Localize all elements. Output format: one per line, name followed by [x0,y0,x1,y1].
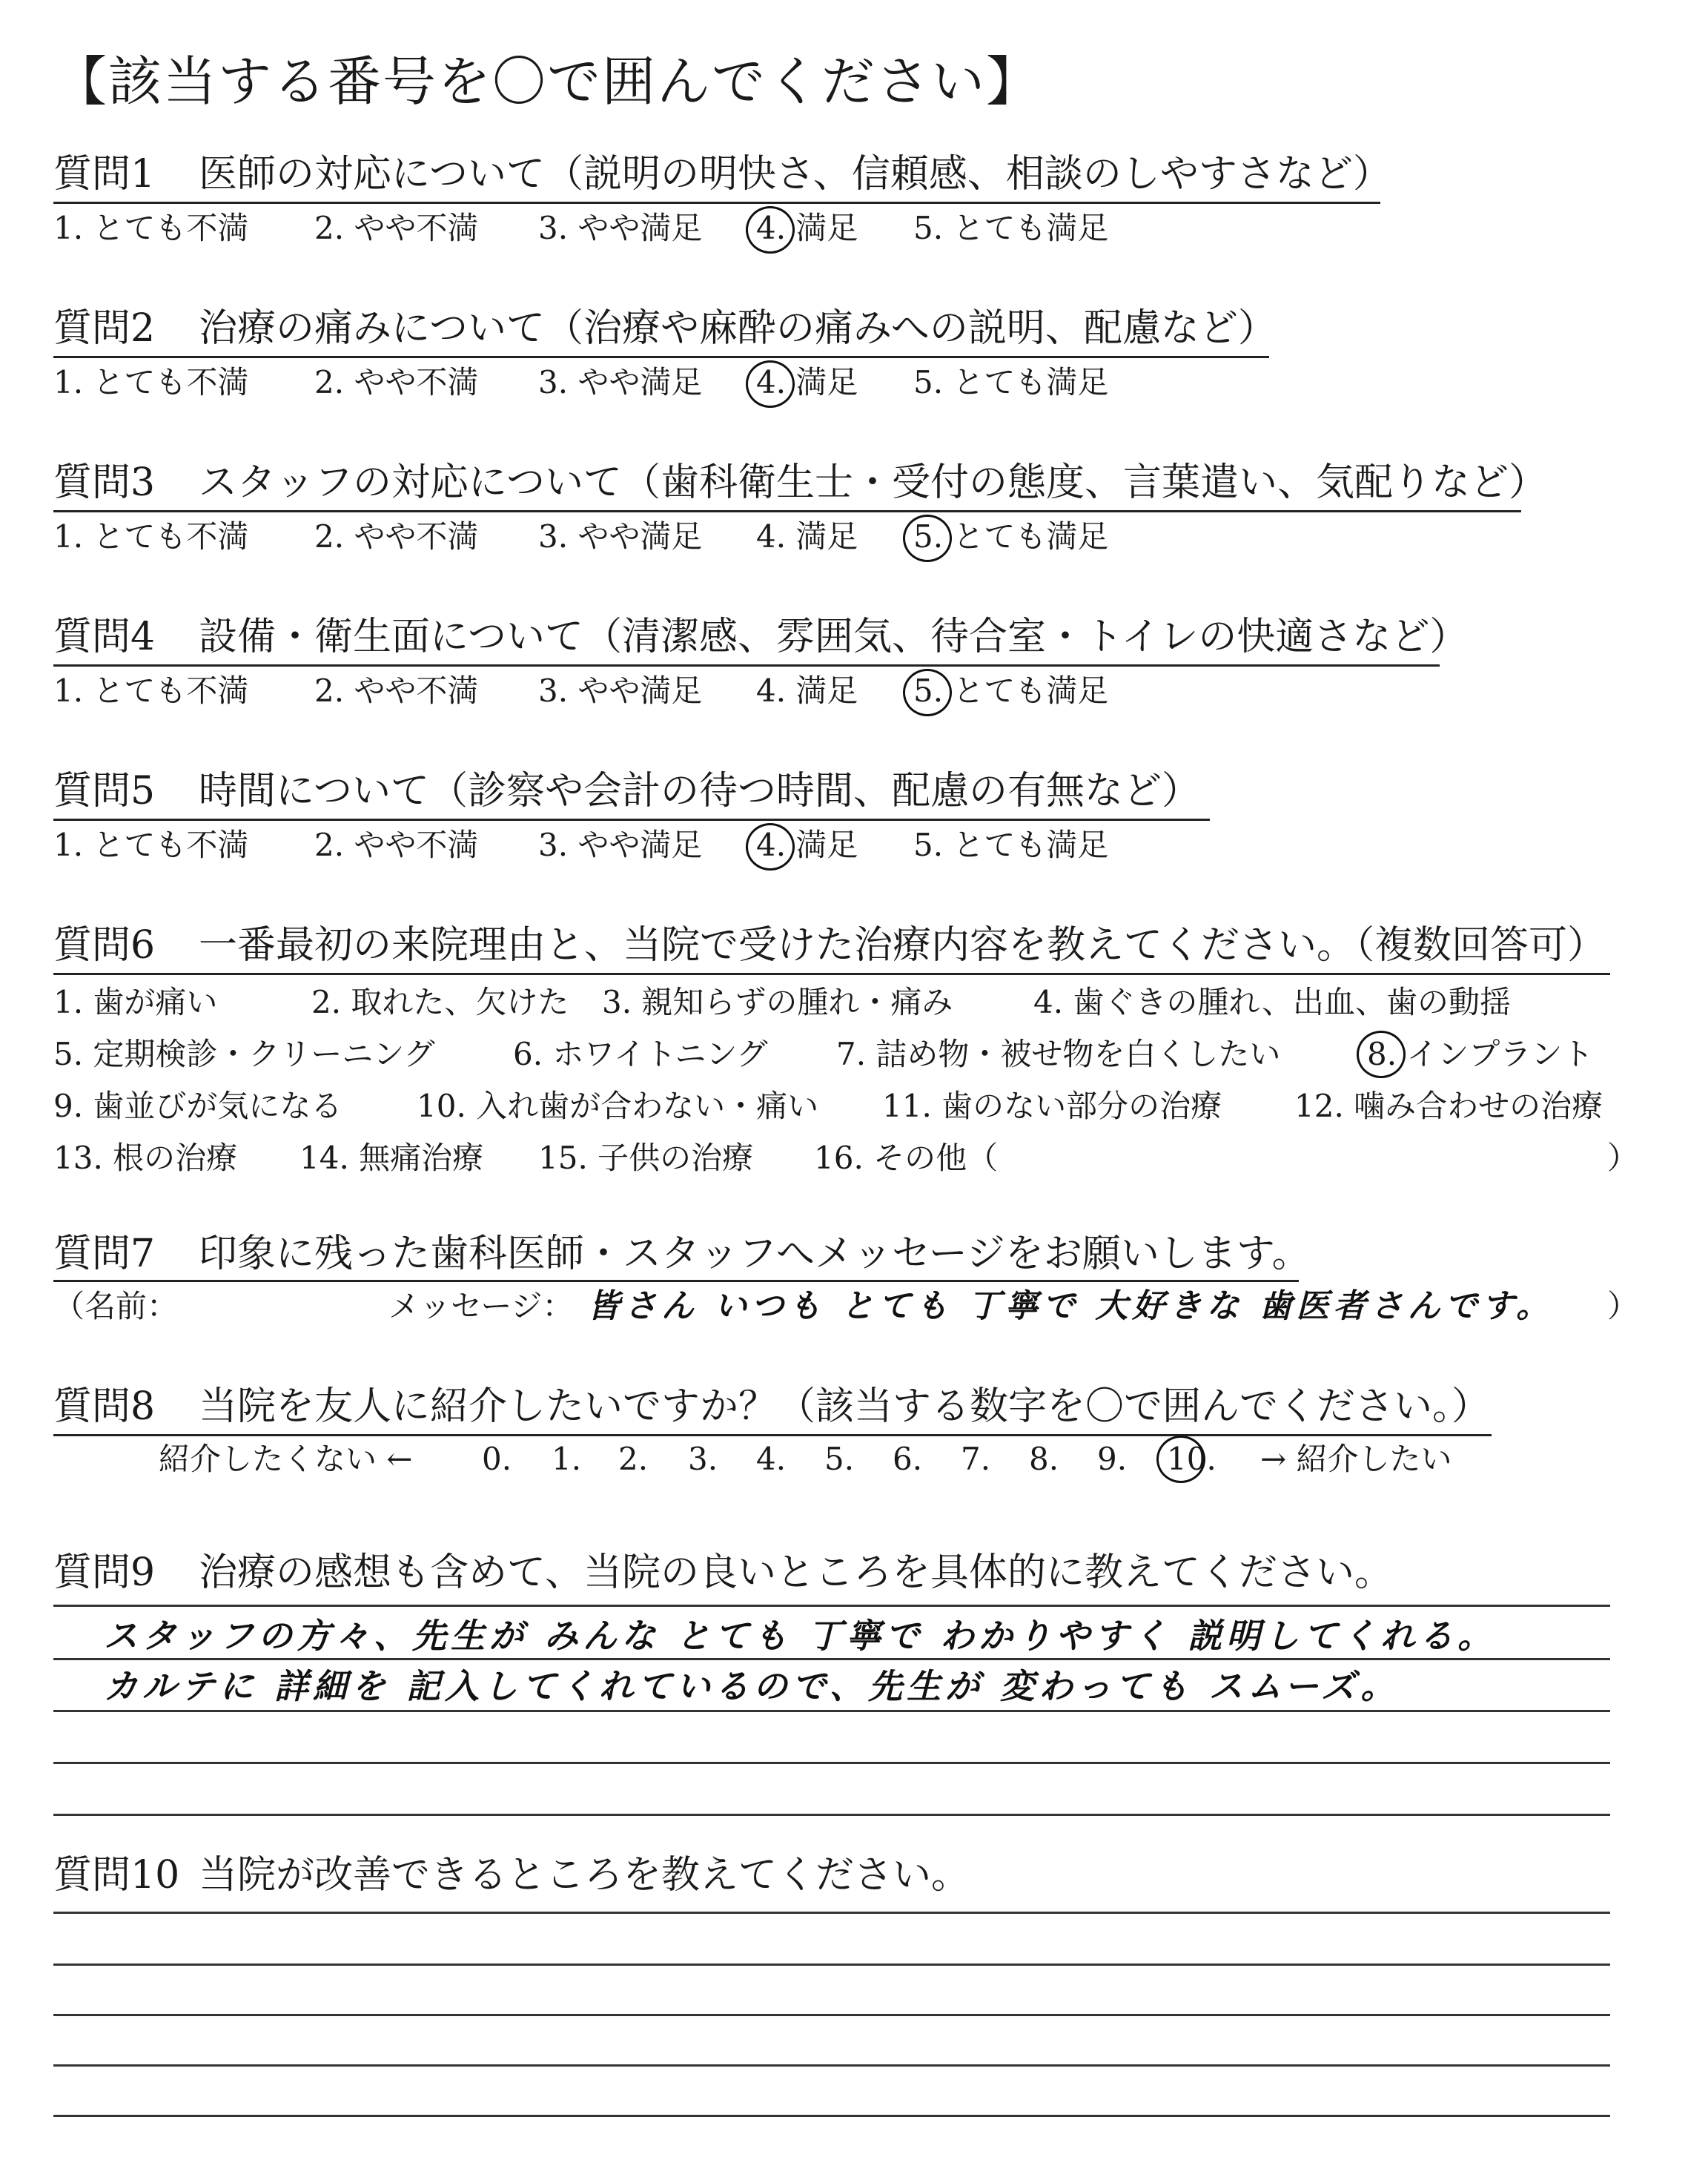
answer-line [53,1964,1610,1966]
q9-answer-line-2[interactable]: カルテに 詳細を 記入してくれているので、先生が 変わっても スムーズ。 [104,1666,1400,1706]
q6-option-12[interactable]: 12. 噛み合わせの治療 [1294,1088,1603,1124]
message-label: メッセージ： [388,1288,574,1324]
option-number: 1. [53,364,84,400]
option-label: とても不満 [83,827,249,863]
question-label: 質問6 [53,923,156,968]
question-label: 質問4 [53,615,156,659]
scale-value-7[interactable]: 7. [961,1441,991,1477]
option-label: やや不満 [344,673,479,709]
q6-option-11[interactable]: 11. 歯のない部分の治療 [882,1088,1222,1124]
q6-options-row-1 [53,980,1708,1025]
underline [53,1434,1492,1436]
underline [53,510,1521,512]
q6-option-5[interactable]: 5. 定期検診・クリーニング [53,1036,435,1072]
scale-value-9[interactable]: 9. [1097,1441,1128,1477]
question-9-title [53,1547,1393,1599]
option-label: とても不満 [83,518,249,555]
option-number: 2. [314,518,345,555]
scale-value-1[interactable]: 1. [552,1441,582,1477]
scale-value-4[interactable]: 4. [756,1441,787,1477]
question-text: 治療の痛みについて（治療や麻酔の痛みへの説明、配慮など） [199,306,1277,351]
question-text: 設備・衛生面について（清潔感、雰囲気、待合室・トイレの快適さなど） [199,615,1469,659]
rating-option-3[interactable] [538,516,702,558]
selected-circle-4: 4. [756,208,786,249]
question-label: 質問10 [53,1853,180,1898]
option-label: とても不満 [83,210,249,246]
scale-value-5[interactable]: 5. [824,1441,855,1477]
option-label: やや満足 [568,827,703,863]
rating-option-2[interactable] [314,208,478,249]
question-label: 質問9 [53,1550,156,1595]
answer-line [53,2064,1610,2067]
question-text: 当院が改善できるところを教えてください。 [199,1853,970,1898]
option-label: とても満足 [943,364,1109,400]
rating-option-1[interactable] [53,362,248,403]
q6-option-10[interactable]: 10. 入れ歯が合わない・痛い [417,1088,819,1124]
q6-options-row-3 [53,1084,1708,1129]
option-label: やや満足 [568,518,703,555]
q6-option-8[interactable] [1367,1032,1593,1077]
option-label: 満足 [786,827,858,863]
option-label: やや満足 [568,673,703,709]
rating-option-2[interactable] [314,825,478,866]
option-label: やや不満 [344,364,479,400]
question-text: 時間について（診察や会計の待つ時間、配慮の有無など） [199,769,1200,813]
q6-option-14[interactable]: 14. 無痛治療 [299,1140,484,1176]
rating-option-4[interactable] [756,208,858,249]
option-label: 満足 [786,364,858,400]
scale-value-8[interactable]: 8. [1029,1441,1059,1477]
rating-option-5[interactable] [913,516,1108,558]
rating-option-3[interactable] [538,362,702,403]
rating-option-2[interactable] [314,516,478,558]
rating-option-2[interactable] [314,670,478,712]
question-label: 質問2 [53,306,156,351]
option-label: とても満足 [943,673,1109,709]
name-label: （名前： [53,1288,179,1324]
option-number: 1. [53,673,84,709]
option-label: 満足 [786,518,858,555]
scale-left-label: 紹介したくない ← [159,1441,413,1477]
answer-line [53,1658,1610,1660]
q7-close-paren: ） [1607,1288,1639,1324]
option-number: 5. [913,364,944,400]
option-label: とても満足 [943,210,1109,246]
question-text: 医師の対応について（説明の明快さ、信頼感、相談のしやすさなど） [199,152,1391,196]
option-number: 2. [314,364,345,400]
option-number: 4. [756,518,787,555]
scale-value-0[interactable]: 0. [482,1441,512,1477]
q6-options-row-4 [53,1136,1708,1180]
option-number: 5. [913,210,944,246]
rating-option-1[interactable] [53,208,248,249]
option-number: 3. [538,518,569,555]
option-label: 満足 [786,210,858,246]
rating-option-4[interactable] [756,516,858,558]
question-5-title [53,765,1200,817]
scale-value-3[interactable]: 3. [688,1441,718,1477]
question-label: 質問3 [53,460,156,505]
question-label: 質問7 [53,1232,156,1276]
option-number: 3. [538,210,569,246]
question-8-title [53,1381,1490,1433]
rating-option-1[interactable] [53,670,248,712]
underline [53,1280,1299,1282]
rating-option-5[interactable] [913,670,1108,712]
option-number: 1. [53,210,84,246]
q6-option-2[interactable]: 2. 取れた、欠けた [311,984,569,1020]
rating-option-4[interactable] [756,825,858,866]
q6-option-9[interactable]: 9. 歯並びが気になる [53,1088,342,1124]
question-7-title [53,1228,1311,1280]
message-value[interactable]: 皆さん いつも とても 丁寧で 大好きな 歯医者さんです。 [587,1287,1554,1325]
option-label: やや不満 [344,518,479,555]
rating-option-5[interactable] [913,825,1108,866]
question-text: 治療の感想も含めて、当院の良いところを具体的に教えてください。 [199,1550,1393,1595]
underline [53,664,1440,667]
selected-circle-10[interactable]: 10. [1167,1437,1217,1482]
rating-option-3[interactable] [538,825,702,866]
q6-option-6[interactable]: 6. ホワイトニング [513,1036,768,1072]
q6-option-15[interactable]: 15. 子供の治療 [538,1140,754,1176]
scale-value-6[interactable]: 6. [893,1441,923,1477]
answer-line [53,1605,1610,1607]
answer-line [53,1762,1610,1764]
option-number: 2. [314,827,345,863]
selected-circle-4: 4. [756,825,786,866]
option-number: 1. [53,827,84,863]
selected-circle-4: 4. [756,362,786,403]
rating-option-3[interactable] [538,670,702,712]
rating-option-1[interactable] [53,825,248,866]
q6-option-4[interactable]: 4. 歯ぐきの腫れ、出血、歯の動揺 [1033,984,1511,1020]
answer-line [53,1912,1610,1914]
question-text: 印象に残った歯科医師・スタッフへメッセージをお願いします。 [199,1232,1311,1276]
option-label: やや満足 [568,210,703,246]
q9-answer-line-1[interactable]: スタッフの方々、先生が みんな とても 丁寧で わかりやすく 説明してくれる。 [104,1616,1497,1656]
question-4-title [53,611,1468,663]
question-label: 質問5 [53,769,156,813]
question-text: 一番最初の来院理由と、当院で受けた治療内容を教えてください。（複数回答可） [199,923,1606,968]
underline [53,356,1269,358]
answer-line [53,1814,1610,1816]
rating-option-5[interactable] [913,362,1108,403]
question-10-title [53,1849,970,1901]
option-number: 3. [538,673,569,709]
option-label: やや不満 [344,210,479,246]
rating-option-5[interactable] [913,208,1108,249]
question-3-title [53,457,1547,509]
q6-options-row-2 [53,1032,1708,1077]
option-number: 4. [756,673,787,709]
answer-line [53,2115,1610,2117]
selected-circle-5: 5. [913,670,943,712]
option-label: とても満足 [943,518,1109,555]
underline [53,973,1610,975]
q6-option-8-label: インプラント [1397,1036,1594,1072]
q6-option-1[interactable]: 1. 歯が痛い [53,984,218,1020]
option-number: 3. [538,827,569,863]
rating-option-2[interactable] [314,362,478,403]
underline [53,819,1210,821]
option-number: 2. [314,673,345,709]
rating-option-3[interactable] [538,208,702,249]
option-label: とても不満 [83,673,249,709]
selected-circle-5: 5. [913,516,943,558]
question-label: 質問8 [53,1384,156,1429]
option-number: 5. [913,827,944,863]
q7-message-row [53,1284,1639,1329]
q6-option-16[interactable]: 16. その他（ [814,1140,999,1176]
option-label: とても満足 [943,827,1109,863]
question-1-title [53,148,1391,200]
scale-value-2[interactable]: 2. [618,1441,649,1477]
option-label: やや不満 [344,827,479,863]
option-number: 2. [314,210,345,246]
scale-right-label: → 紹介したい [1260,1441,1452,1477]
question-text: スタッフの対応について（歯科衛生士・受付の態度、言葉遣い、気配りなど） [199,460,1547,505]
underline [53,202,1380,204]
q6-close-paren: ） [1607,1140,1639,1176]
option-label: やや満足 [568,364,703,400]
rating-option-4[interactable] [756,670,858,712]
question-label: 質問1 [53,152,156,196]
question-text: 当院を友人に紹介したいですか？（該当する数字を〇で囲んでください。） [199,1384,1491,1429]
q6-option-13[interactable]: 13. 根の治療 [53,1140,238,1176]
option-number: 1. [53,518,84,555]
option-label: とても不満 [83,364,249,400]
selected-circle-8: 8. [1367,1032,1397,1077]
page-heading: 【該当する番号を〇で囲んでください】 [53,50,1042,113]
rating-option-1[interactable] [53,516,248,558]
option-label: 満足 [786,673,858,709]
answer-line [53,2014,1610,2016]
q6-option-3[interactable]: 3. 親知らずの腫れ・痛み [602,984,953,1020]
question-6-title [53,919,1606,971]
option-number: 3. [538,364,569,400]
q6-option-7[interactable]: 7. 詰め物・被せ物を白くしたい [836,1036,1281,1072]
answer-line [53,1710,1610,1712]
rating-option-4[interactable] [756,362,858,403]
question-2-title [53,303,1277,354]
